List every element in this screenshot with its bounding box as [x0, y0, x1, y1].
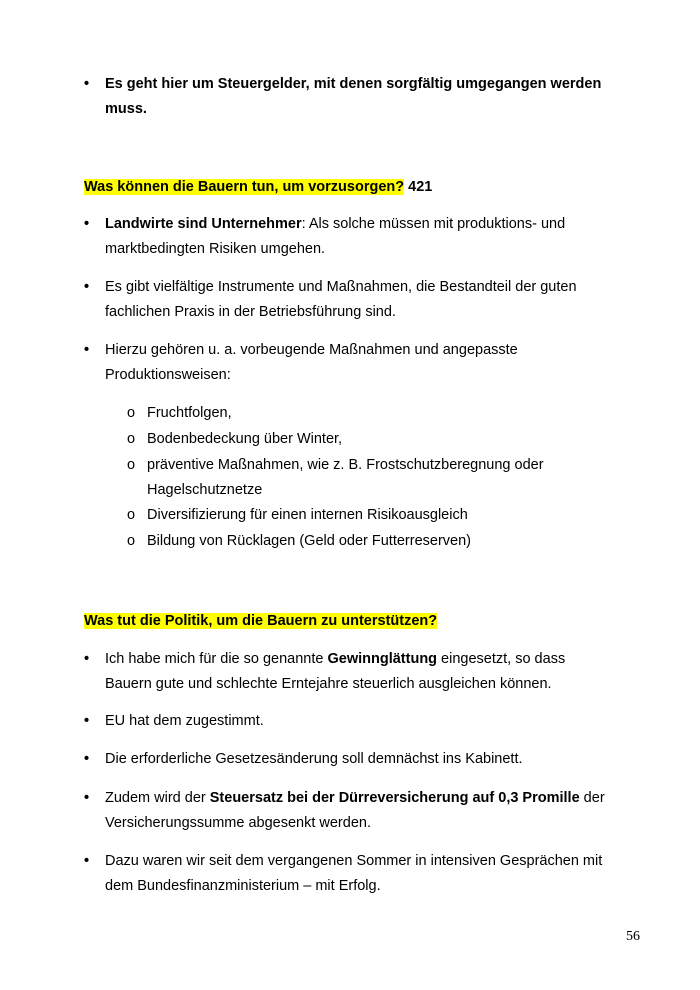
bullet-text: Hierzu gehören u. a. vorbeugende Maßnahmen und angepasste Produktionsweisen:	[105, 342, 518, 383]
bold-phrase: Steuersatz bei der Dürreversicherung auf 0,3 Promille	[209, 790, 580, 806]
bullet-text: Es gibt vielfältige Instrumente und Maßnahmen, die Bestandteil der guten fachlichen Praxis in der Betriebsführung sind.	[105, 279, 577, 320]
highlighted-heading: Was können die Bauern tun, um vorzusorgen?	[84, 179, 405, 195]
bullet-marker: •	[84, 76, 90, 92]
bullet-marker: •	[84, 651, 90, 667]
heading-reference: 421	[408, 179, 433, 195]
bullet-text: Landwirte sind Unternehmer: Als solche müssen mit produktions- und marktbedingten Risiken umgehen.	[105, 216, 566, 257]
sub-bullet-marker: o	[127, 533, 136, 549]
bullet-text: Die erforderliche Gesetzesänderung soll demnächst ins Kabinett.	[105, 751, 523, 767]
bullet-text: EU hat dem zugestimmt.	[105, 713, 264, 729]
section-heading-politik	[84, 611, 437, 631]
bullet-text: Ich habe mich für die so genannte Gewinnglättung eingesetzt, so dass Bauern gute und schlechte Erntejahre steuerlich ausgleichen können.	[105, 651, 566, 692]
sub-bullet-marker: o	[127, 405, 136, 421]
sub-bullet-marker: o	[127, 507, 136, 523]
document-page: • Es geht hier um Steuergelder, mit denen sorgfältig umgegangen werden muss. Was können die Bauern tun, um vorzusorgen? 421 • Landwirte sind Unternehmer: Als solche müssen mit produktions- und marktbedingten Risiken umgehen. • Es gibt vielfältige Instrumente und Maßnahmen, die Bestandteil der guten fachlichen Praxis in der Betriebsführung sind. • Hierzu gehören u. a. vorbeugende Maßnahmen und angepasste Produktionsweisen: o Fruchtfolgen, o Bodenbedeckung über Winter, o präventive Maßnahmen, wie z. B. Frostschutzberegnung oder Hagelschutznetze o Diversifizierung für einen internen Risikoausgleich o Bildung von Rücklagen (Geld oder Futterreserven) Was tut die Politik, um die Bauern zu unterstützen? • Ich habe mich für die so genannte Gewinnglättung eingesetzt, so dass Bauern gute und schlechte Erntejahre steuerlich ausgleichen können. • EU hat dem zugestimmt. • Die erforderliche Gesetzesänderung soll demnächst ins Kabinett. • Zudem wird der Steuersatz bei der Dürreversicherung auf 0,3 Promille der Versicherungssumme abgesenkt werden. • Dazu waren wir seit dem vergangenen Sommer in intensiven Gesprächen mit dem Bundesfinanzministerium – mit Erfolg. 56	[0, 0, 700, 990]
sub-bullet-marker: o	[127, 457, 136, 473]
bold-phrase: Landwirte sind Unternehmer	[105, 216, 302, 232]
page-number: 56	[626, 929, 640, 944]
section-heading-vorsorge	[84, 177, 432, 197]
bullet-marker: •	[84, 713, 90, 729]
bullet-marker: •	[84, 216, 90, 232]
bold-phrase: Gewinnglättung	[327, 651, 438, 667]
sub-bullet-marker: o	[127, 431, 136, 447]
bullet-text: Es geht hier um Steuergelder, mit denen sorgfältig umgegangen werden muss.	[105, 76, 602, 117]
bullet-marker: •	[84, 853, 90, 869]
bullet-marker: •	[84, 751, 90, 767]
bullet-text: Dazu waren wir seit dem vergangenen Sommer in intensiven Gesprächen mit dem Bundesfinanzministerium – mit Erfolg.	[105, 853, 603, 894]
bullet-marker: •	[84, 279, 90, 295]
bullet-marker: •	[84, 790, 90, 806]
bullet-marker: •	[84, 342, 90, 358]
bullet-text: Zudem wird der Steuersatz bei der Dürreversicherung auf 0,3 Promille der Versicherungssumme abgesenkt werden.	[105, 790, 605, 831]
highlighted-heading: Was tut die Politik, um die Bauern zu unterstützen?	[84, 613, 438, 629]
